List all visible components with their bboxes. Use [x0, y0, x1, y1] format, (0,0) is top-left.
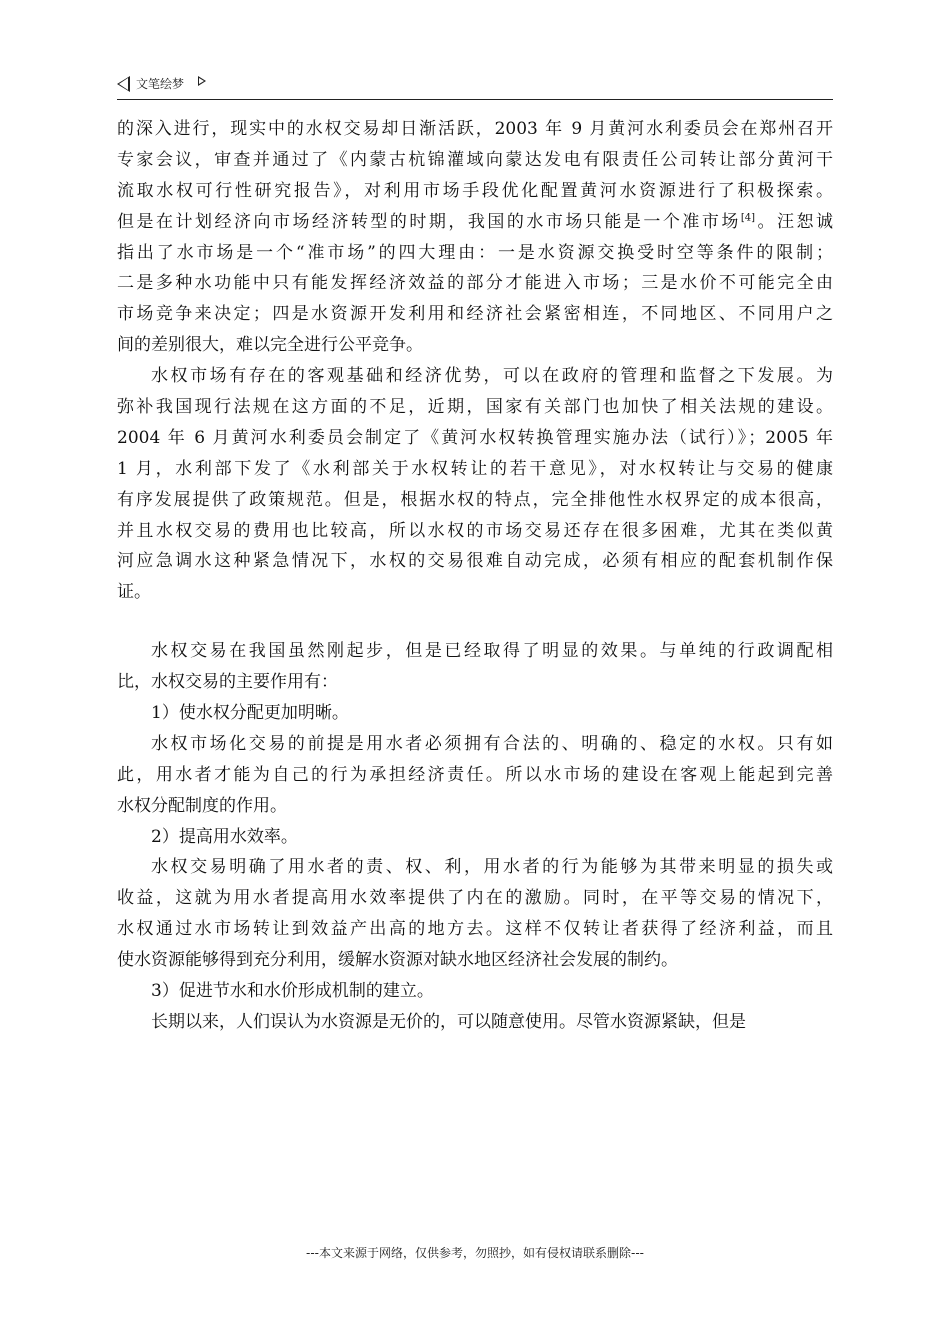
text-line-with-citation: [117, 207, 833, 238]
text-line: 水权市场有存在的客观基础和经济优势，可以在政府的管理和监督之下发展。为: [151, 366, 833, 387]
text-line: 证。: [117, 582, 151, 603]
text-line: 使水资源能够得到充分利用，缓解水资源对缺水地区经济社会发展的制约。: [117, 950, 678, 971]
left-triangle-icon: [117, 76, 130, 92]
text-line: 水权通过水市场转让到效益产出高的地方去。这样不仅转让者获得了经济利益，而且: [117, 919, 833, 940]
text-line: 二是多种水功能中只有能发挥经济效益的部分才能进入市场；三是水价不可能完全由: [117, 273, 833, 294]
paragraph-6: [117, 1007, 833, 1038]
text-line: 1 月，水利部下发了《水利部关于水权转让的若干意见》，对水权转让与交易的健康: [117, 458, 833, 479]
text-line: 水权交易明确了用水者的责、权、利，用水者的行为能够为其带来明显的损失或: [151, 857, 833, 878]
text-line: 水权交易在我国虽然刚起步，但是已经取得了明显的效果。与单纯的行政调配相: [151, 641, 833, 662]
footer-notice: ---本文来源于网络，仅供参考，勿照抄，如有侵权请联系删除---: [306, 1246, 644, 1260]
section-spacer: [117, 608, 833, 636]
document-body: [117, 114, 833, 1038]
citation-ref: [4]: [740, 212, 756, 224]
text-line: 此，用水者才能为自己的行为承担经济责任。所以水市场的建设在客观上能起到完善: [117, 764, 833, 785]
text-line: 有序发展提供了政策规范。但是，根据水权的特点，完全排他性水权界定的成本很高，: [117, 489, 833, 510]
page-header: [117, 73, 833, 100]
paragraph-5: [117, 852, 833, 976]
brand-name: 文笔绘梦: [136, 77, 185, 91]
text-segment: 但是在计划经济向市场经济转型的时期，我国的水市场只能是一个准市场: [117, 211, 741, 232]
text-line: 的深入进行，现实中的水权交易却日渐活跃，2003 年 9 月黄河水利委员会在郑州召开: [117, 119, 833, 139]
list-item-1: 1）使水权分配更加明晰。: [151, 703, 349, 724]
list-item-3: 3）促进节水和水价形成机制的建立。: [151, 981, 434, 1002]
text-line: 市场竞争来决定；四是水资源开发利用和经济社会紧密相连，不同地区、不同用户之: [117, 304, 833, 325]
text-line: 收益，这就为用水者提高用水效率提供了内在的激励。同时，在平等交易的情况下，: [117, 888, 833, 909]
text-line: 指出了水市场是一个“准市场”的四大理由：一是水资源交换受时空等条件的限制；: [117, 242, 833, 263]
text-line: 比，水权交易的主要作用有：: [117, 672, 338, 693]
text-line: 水权分配制度的作用。: [117, 795, 287, 816]
text-line: 流取水权可行性研究报告》，对利用市场手段优化配置黄河水资源进行了积极探索。: [117, 180, 833, 201]
text-line: 间的差别很大，难以完全进行公平竞争。: [117, 335, 423, 356]
paragraph-3: [117, 636, 833, 698]
paragraph-4: [117, 729, 833, 822]
text-segment: 。汪恕诚: [755, 211, 834, 232]
paragraph-2: [117, 361, 833, 608]
header-brand-group: [117, 75, 206, 92]
paragraph-1: [117, 114, 833, 361]
text-line: 长期以来，人们误认为水资源是无价的，可以随意使用。尽管水资源紧缺，但是: [151, 1011, 746, 1032]
text-line: 水权市场化交易的前提是用水者必须拥有合法的、明确的、稳定的水权。只有如: [151, 733, 833, 754]
list-item-2: 2）提高用水效率。: [151, 826, 298, 847]
right-triangle-icon: [198, 76, 206, 86]
text-line: 并且水权交易的费用也比较高，所以水权的市场交易还存在很多困难，尤其在类似黄: [117, 520, 833, 541]
text-line: 河应急调水这种紧急情况下，水权的交易很难自动完成，必须有相应的配套机制作保: [117, 551, 833, 572]
text-line: 弥补我国现行法规在这方面的不足，近期，国家有关部门也加快了相关法规的建设。: [117, 397, 833, 418]
text-line: 专家会议，审查并通过了《内蒙古杭锦灌域向蒙达发电有限责任公司转让部分黄河干: [117, 149, 833, 170]
text-line: 2004 年 6 月黄河水利委员会制定了《黄河水权转换管理实施办法（试行）》；2005 年: [117, 427, 833, 448]
